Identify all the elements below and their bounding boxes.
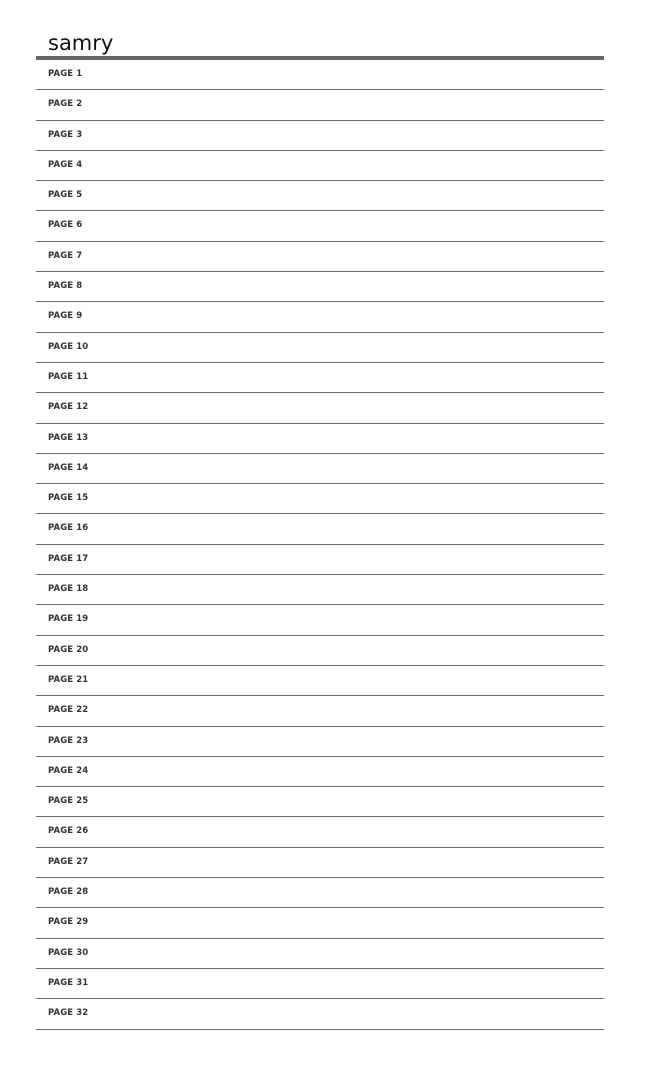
page-list-item[interactable] (36, 333, 604, 363)
page-list-item[interactable] (36, 817, 604, 847)
page-list-item-label: PAGE 16 (48, 523, 89, 534)
page-list-item-label: PAGE 25 (48, 796, 89, 807)
page-list-item[interactable] (36, 424, 604, 454)
page-list-item[interactable] (36, 242, 604, 272)
page-list-item-label: PAGE 27 (48, 856, 89, 867)
page-list-item[interactable] (36, 575, 604, 605)
page-list-item[interactable] (36, 211, 604, 241)
page-list-item-label: PAGE 1 (48, 69, 83, 79)
page-list-item-label: PAGE 7 (48, 250, 83, 261)
page-list-item[interactable] (36, 363, 604, 393)
page-list-item[interactable] (36, 151, 604, 181)
page-list-item-label: PAGE 32 (48, 1008, 89, 1019)
page-list-item-label: PAGE 12 (48, 402, 89, 413)
page-list-item[interactable] (36, 181, 604, 211)
page-list-item-label: PAGE 31 (48, 977, 89, 988)
page-list-item[interactable] (36, 908, 604, 938)
page-list-item-label: PAGE 13 (48, 432, 89, 443)
page-list-item[interactable] (36, 999, 604, 1029)
page-list-item-label: PAGE 6 (48, 220, 83, 231)
page-list-item[interactable] (36, 393, 604, 423)
page-list-item-label: PAGE 19 (48, 614, 89, 625)
page-list-item-label: PAGE 14 (48, 462, 89, 473)
page-list-item-label: PAGE 17 (48, 553, 89, 564)
page-list-item-label: PAGE 28 (48, 887, 89, 898)
page-list-item[interactable] (36, 272, 604, 302)
page-list-item[interactable] (36, 666, 604, 696)
page-list-item[interactable] (36, 696, 604, 726)
page-list-item[interactable] (36, 636, 604, 666)
page-list-item-label: PAGE 29 (48, 917, 89, 928)
page-list-item-label: PAGE 26 (48, 826, 89, 837)
page-list-item[interactable] (36, 939, 604, 969)
page-list-item-label: PAGE 3 (48, 129, 83, 140)
page-list-item[interactable] (36, 60, 604, 90)
page-list-item-label: PAGE 5 (48, 190, 83, 201)
page-title: samry (48, 31, 114, 55)
page-list-item[interactable] (36, 545, 604, 575)
page-list-item-label: PAGE 23 (48, 735, 89, 746)
page-list-item-label: PAGE 20 (48, 644, 89, 655)
page-list-item[interactable] (36, 969, 604, 999)
page-list-item[interactable] (36, 454, 604, 484)
page-list-item[interactable] (36, 484, 604, 514)
page-list-item[interactable] (36, 878, 604, 908)
page-list-item[interactable] (36, 727, 604, 757)
page-list-item[interactable] (36, 757, 604, 787)
page-list-item-label: PAGE 11 (48, 371, 89, 382)
page-list (36, 60, 604, 1030)
page-list-item-label: PAGE 4 (48, 159, 83, 170)
page-list-item-label: PAGE 15 (48, 493, 89, 504)
page-list-item-label: PAGE 8 (48, 281, 83, 292)
page-list-item[interactable] (36, 848, 604, 878)
page-header (36, 30, 604, 60)
page-list-item-label: PAGE 9 (48, 311, 83, 322)
page-list-item-label: PAGE 24 (48, 765, 89, 776)
page-list-item[interactable] (36, 90, 604, 120)
page-list-item-label: PAGE 21 (48, 674, 89, 685)
page-list-item-label: PAGE 22 (48, 705, 89, 716)
page-list-item[interactable] (36, 787, 604, 817)
page-list-item-label: PAGE 2 (48, 99, 83, 110)
page-list-item-label: PAGE 18 (48, 584, 89, 595)
page-list-item[interactable] (36, 605, 604, 635)
page-list-item-label: PAGE 10 (48, 341, 89, 352)
page-list-item[interactable] (36, 302, 604, 332)
page-list-item[interactable] (36, 514, 604, 544)
page-list-item[interactable] (36, 121, 604, 151)
page-list-item-label: PAGE 30 (48, 947, 89, 958)
